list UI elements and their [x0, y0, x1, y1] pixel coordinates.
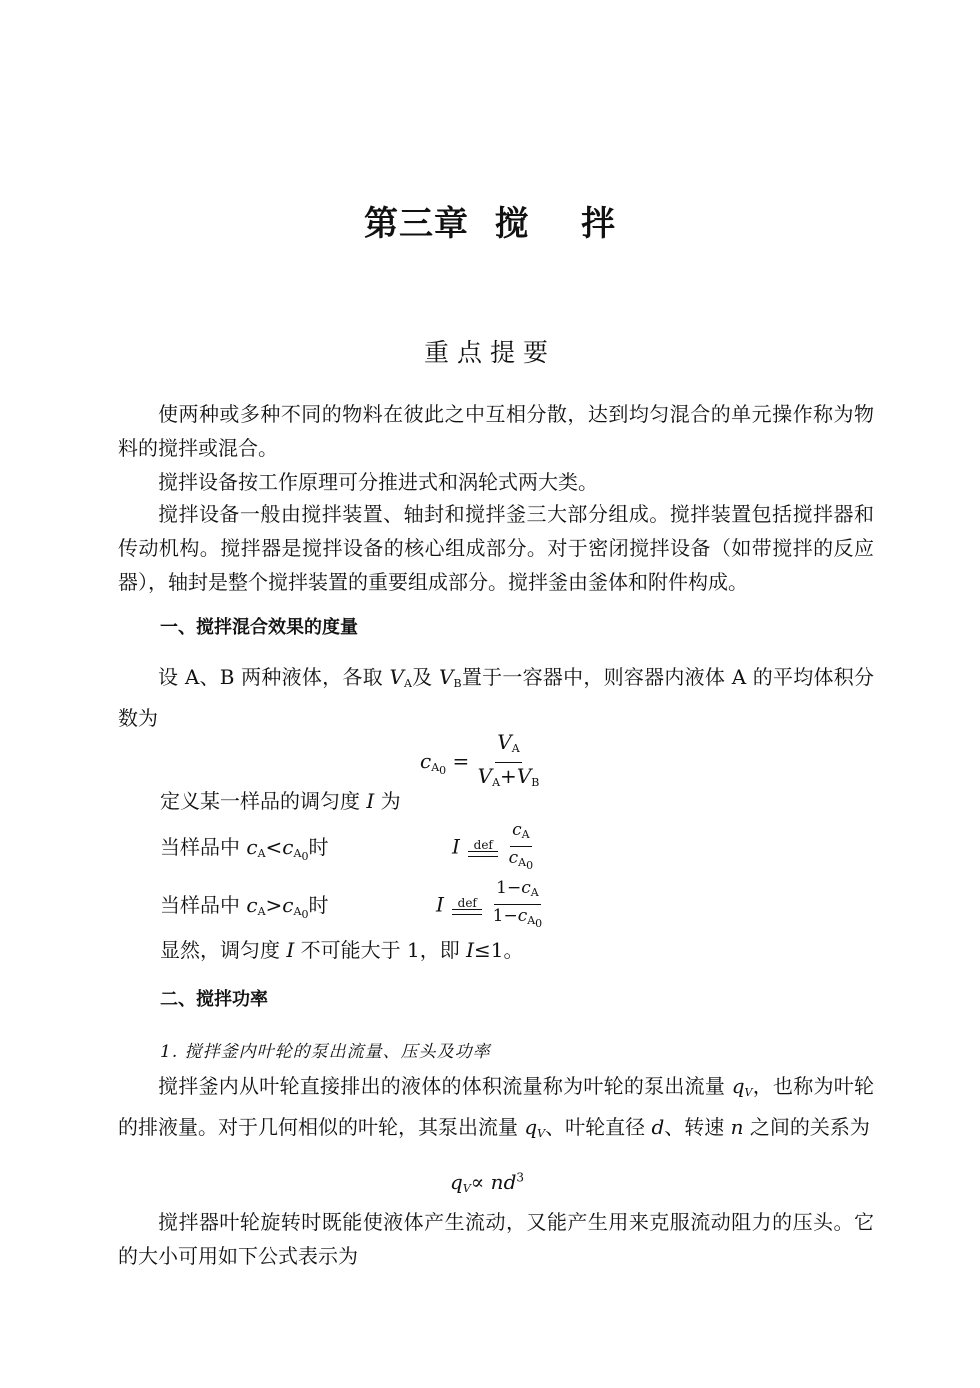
def-equals-sign: def — [468, 839, 498, 857]
section2-heading: 二、搅拌功率 — [160, 989, 268, 1010]
flow-proportionality-formula: $q_V\propto nd^3$ — [450, 1170, 525, 1195]
case-less-than-label: 当样品中 $c_A<c_{A_0}$时 — [160, 835, 329, 863]
chapter-title: 第三章 搅 拌 — [363, 204, 617, 244]
section-heading: 重点提要 — [423, 338, 556, 367]
mean-fraction-formula: $c_{A_0}$ = $\frac{V_A}{V_A+V_B}$ — [420, 730, 541, 795]
section2-paragraph-1: 搅拌釜内从叶轮直接排出的液体的体积流量称为叶轮的泵出流量 $q_V$，也称为叶轮的排液量。对于几何相似的叶轮，其泵出流量 $q_V$、叶轮直径 d、转速 n 之间的关系为 — [118, 1074, 875, 1140]
section2-paragraph-2: 搅拌器叶轮旋转时既能使液体产生流动，又能产生用来克服流动阻力的压头。它的大小可用如下公式表示为 — [118, 1210, 874, 1268]
def-equals-sign: def — [452, 897, 482, 915]
section1-paragraph-1: 设 A、B 两种液体，各取 $V_A$及 $V_B$置于一容器中，则容器内液体 A 的平均体积分数为 — [118, 665, 874, 730]
subsection-1-heading: 1. 搅拌釜内叶轮的泵出流量、压头及功率 — [160, 1042, 491, 1062]
intro-paragraph-2: 搅拌设备按工作原理可分推进式和涡轮式两大类。 — [158, 470, 598, 494]
uniformity-formula-1: I def $\frac{c_A}{c_{A_0}}$ — [452, 820, 535, 876]
case-greater-than-label: 当样品中 $c_A>c_{A_0}$时 — [160, 893, 329, 921]
mean-fraction-fraction: $\frac{V_A}{V_A+V_B}$ — [477, 730, 540, 789]
section1-heading: 一、搅拌混合效果的度量 — [160, 617, 358, 638]
intro-paragraph-1: 使两种或多种不同的物料在彼此之中互相分散，达到均匀混合的单元操作称为物料的搅拌或混合。 — [118, 402, 874, 460]
conclusion-line: 显然，调匀度 I 不可能大于 1，即 I≤1。 — [160, 938, 524, 962]
uniformity-fraction-1: $\frac{c_A}{c_{A_0}}$ — [508, 820, 534, 872]
uniformity-definition-line: 定义某一样品的调匀度 I 为 — [160, 789, 401, 813]
intro-paragraph-3: 搅拌设备一般由搅拌装置、轴封和搅拌釜三大部分组成。搅拌装置包括搅拌器和传动机构。搅拌器是搅拌设备的核心组成部分。对于密闭搅拌设备（如带搅拌的反应器），轴封是整个搅拌装置的重要组成部分。搅拌釜由釜体和附件构成。 — [118, 502, 874, 594]
uniformity-fraction-2: $\frac{1-c_A}{1-c_{A_0}}$ — [492, 878, 543, 930]
uniformity-formula-2: I def $\frac{1-c_A}{1-c_{A_0}}$ — [436, 878, 544, 934]
